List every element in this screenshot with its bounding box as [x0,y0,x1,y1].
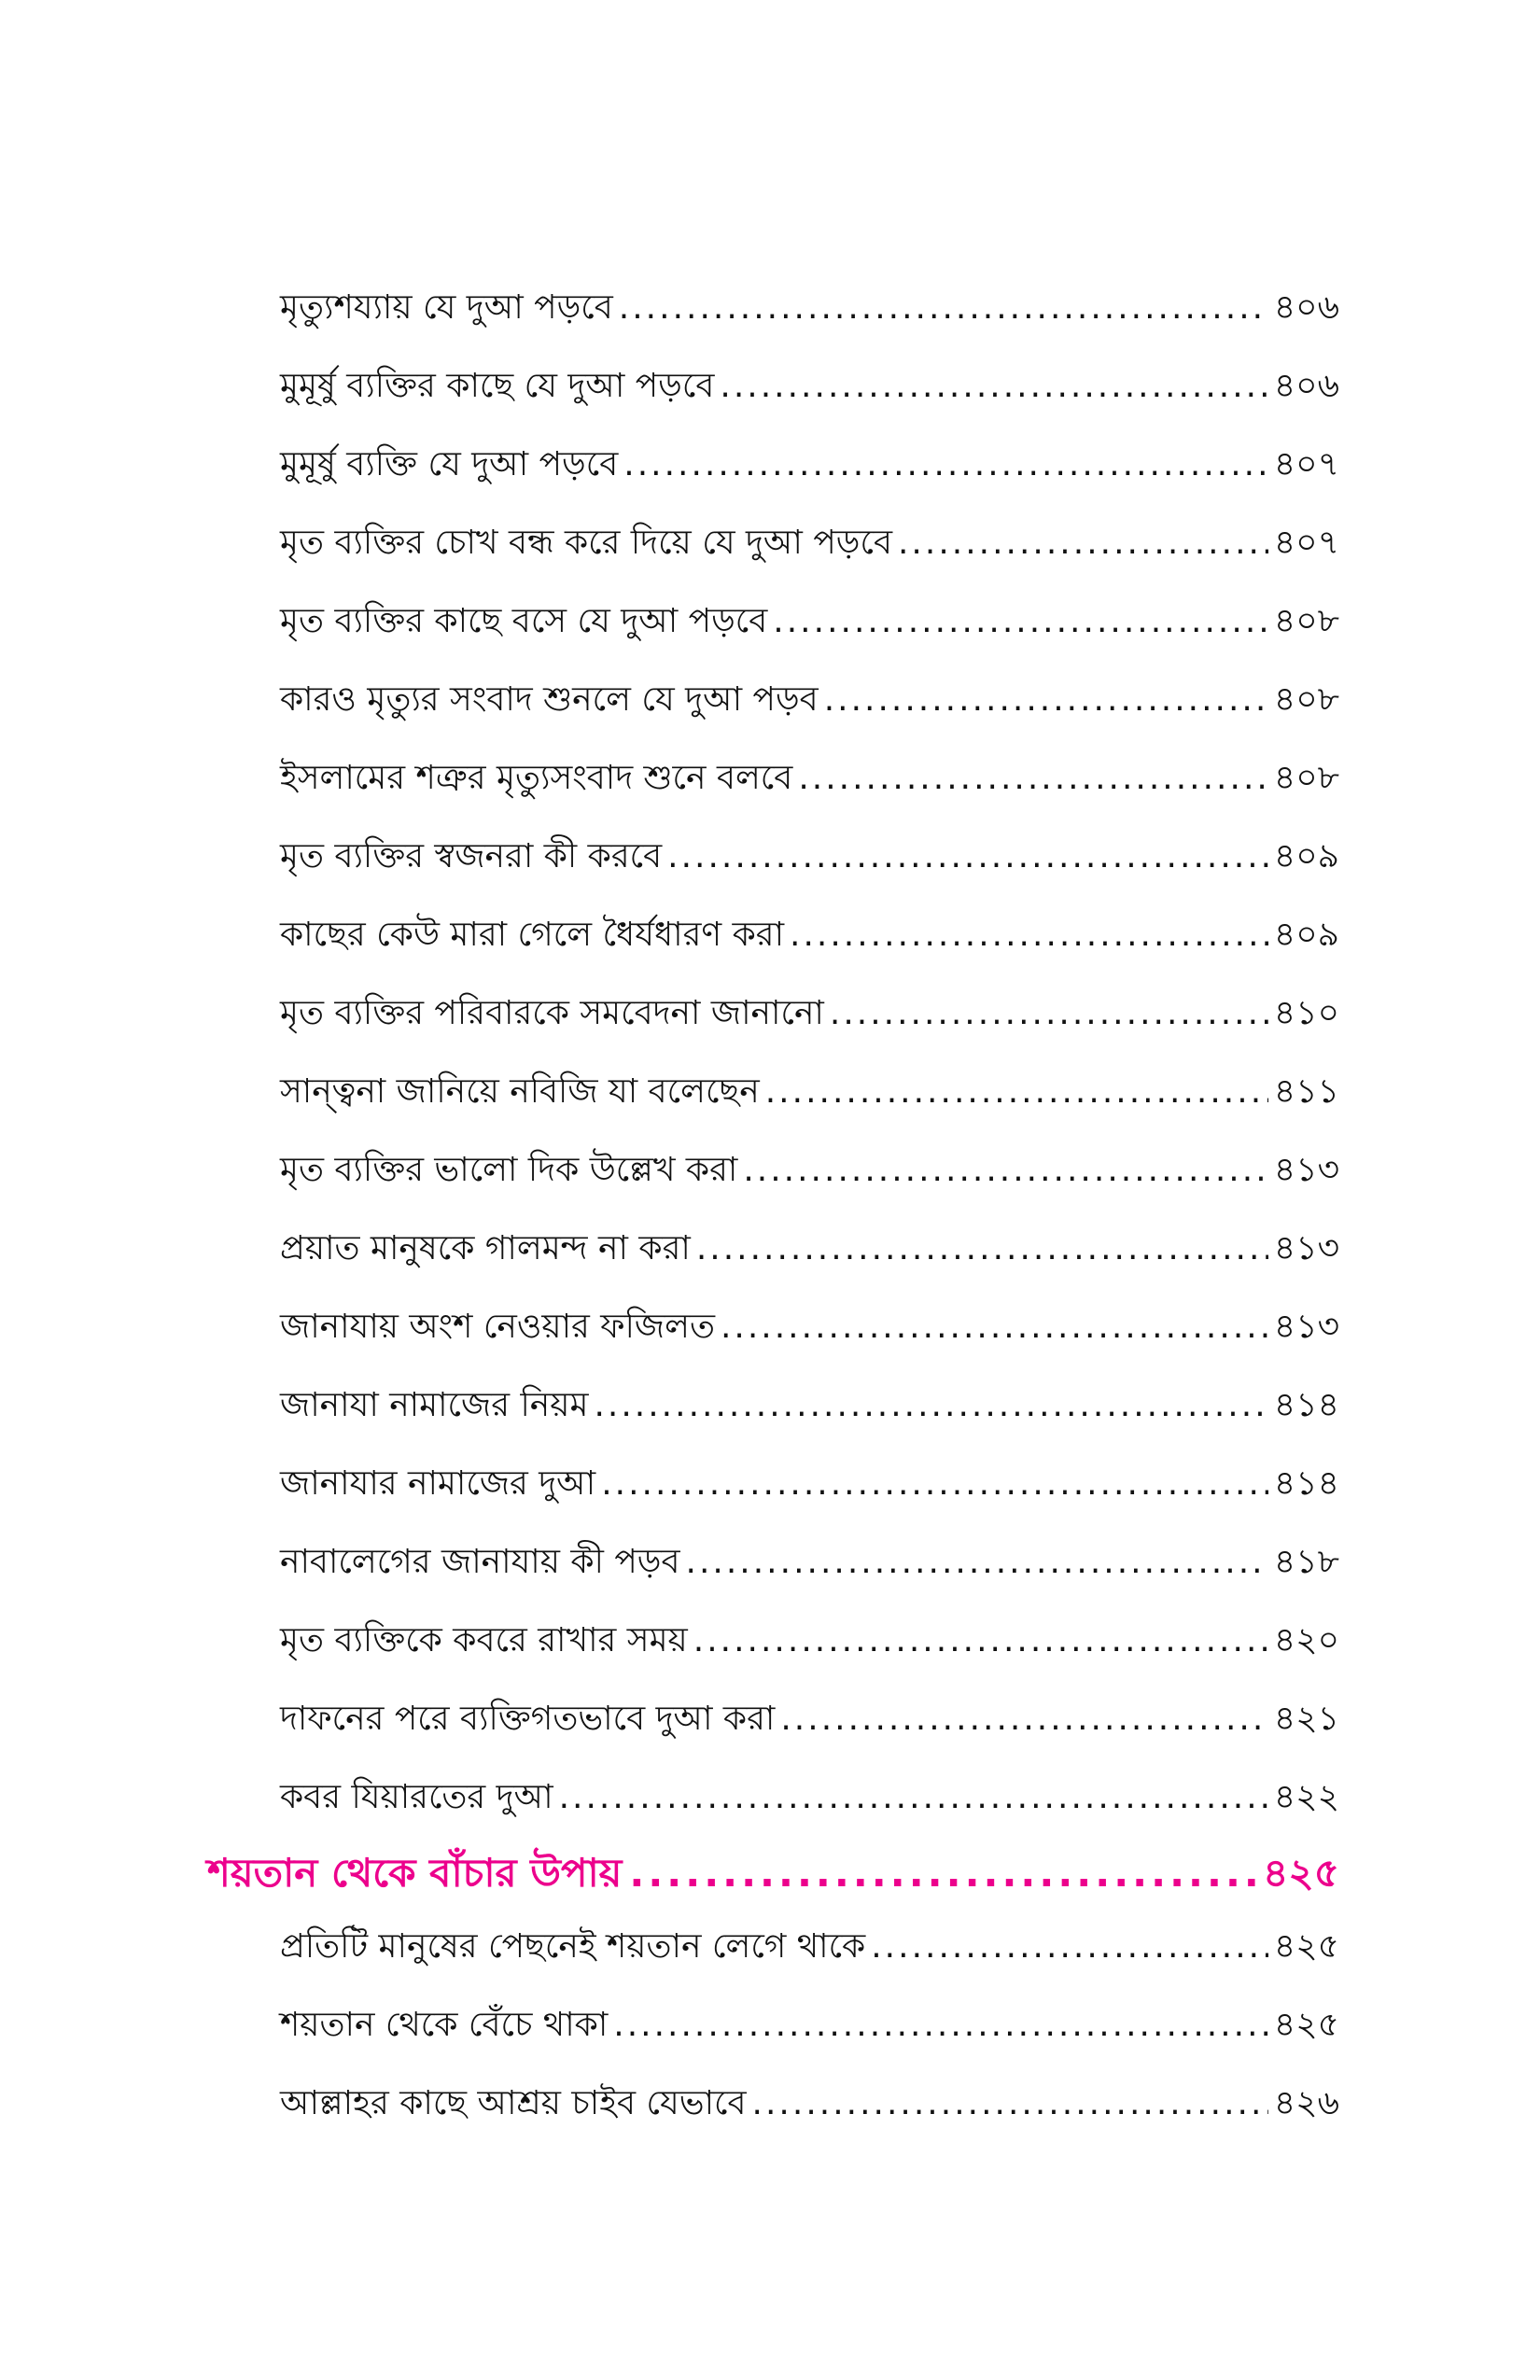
entry-title: জানাযা নামাজের নিয়ম [280,1386,589,1424]
dot-leader [693,1602,1268,1680]
toc-entry [280,1445,1339,1523]
entry-title: দাফনের পরে ব্যক্তিগতভাবে দুআ করা [280,1700,776,1738]
dot-leader [798,739,1268,818]
dot-leader [898,504,1268,582]
dot-leader [830,974,1268,1053]
section-toc-list [280,1908,1339,2143]
toc-entry [280,1131,1339,1210]
toc-entry [280,269,1339,347]
toc-entry [280,1758,1339,1837]
toc-entry [280,1523,1339,1602]
section-page-number: ৪২৫ [1263,1850,1339,1896]
entry-title: জানাযার নামাজের দুআ [280,1464,596,1503]
entry-title: মৃত ব্যক্তির পরিবারকে সমবেদনা জানানো [280,994,824,1032]
toc-entry [280,1602,1339,1680]
entry-page-number: ৪২১ [1273,1700,1339,1738]
toc-entry [280,1053,1339,1131]
entry-page-number: ৪০৯ [1273,916,1339,954]
toc-entry [280,661,1339,739]
section-title: শয়তান থেকে বাঁচার উপায় [207,1850,623,1896]
dot-leader [629,1831,1255,1915]
toc-entry [280,504,1339,582]
dot-leader [790,896,1268,974]
entry-page-number: ৪০৬ [1273,367,1339,405]
entry-page-number: ৪০৮ [1273,602,1339,640]
dot-leader [601,1445,1268,1523]
toc-entry [280,347,1339,426]
entry-page-number: ৪০৭ [1273,445,1339,483]
entry-title: মৃত ব্যক্তির ভালো দিক উল্লেখ করা [280,1151,738,1189]
toc-entry [280,426,1339,504]
toc-entry [280,1366,1339,1445]
entry-page-number: ৪২২ [1273,1778,1339,1816]
entry-title: মৃত ব্যক্তির চোখ বন্ধ করে দিয়ে যে দুআ পড়বে [280,524,892,562]
entry-page-number: ৪০৯ [1273,837,1339,875]
dot-leader [623,426,1268,504]
dot-leader [696,1210,1268,1288]
toc-entry [280,1288,1339,1366]
entry-page-number: ৪০৭ [1273,524,1339,562]
dot-leader [773,582,1268,661]
toc-entry [280,896,1339,974]
entry-page-number: ৪১৮ [1273,1543,1339,1581]
section-heading [207,1831,1339,1915]
entry-title: প্রতিটি মানুষের পেছনেই শয়তান লেগে থাকে [280,1927,866,1966]
dot-leader [594,1366,1267,1445]
toc-entry [280,1908,1339,1986]
dot-leader [667,818,1268,896]
dot-leader [559,1758,1268,1837]
entry-title: প্রয়াত মানুষকে গালমন্দ না করা [280,1229,691,1267]
entry-title: মুমূর্ষু ব্যক্তি যে দুআ পড়বে [280,445,619,483]
entry-title: মৃত ব্যক্তির স্বজনরা কী করবে [280,837,663,875]
entry-page-number: ৪২০ [1273,1621,1339,1659]
entry-page-number: ৪১১ [1273,1072,1339,1111]
entry-title: মৃত্যুশয্যায় যে দুআ পড়বে [280,288,613,327]
dot-leader [720,347,1267,426]
entry-page-number: ৪১০ [1273,994,1339,1032]
dot-leader [780,1680,1268,1758]
dot-leader [613,1986,1268,2065]
entry-page-number: ৪১৪ [1273,1386,1339,1424]
dot-leader [824,661,1268,739]
toc-entry [280,582,1339,661]
dot-leader [765,1053,1268,1131]
toc-list [280,269,1339,1837]
dot-leader [752,2065,1268,2143]
toc-entry [280,1680,1339,1758]
entry-title: আল্লাহর কাছে আশ্রয় চাইব যেভাবে [280,2084,747,2122]
entry-title: মৃত ব্যক্তিকে কবরে রাখার সময় [280,1621,688,1659]
entry-title: ইসলামের শত্রুর মৃত্যুসংবাদ শুনে বলবে [280,759,793,797]
entry-page-number: ৪২৫ [1273,2006,1339,2044]
entry-title: শয়তান থেকে বেঁচে থাকা [280,2006,609,2044]
toc-entry [280,1210,1339,1288]
entry-title: নাবালেগের জানাযায় কী পড়ব [280,1543,680,1581]
entry-page-number: ৪১৪ [1273,1464,1339,1503]
dot-leader [743,1131,1268,1210]
dot-leader [871,1908,1268,1986]
entry-page-number: ৪০৬ [1273,288,1339,327]
entry-page-number: ৪২৫ [1273,1927,1339,1966]
entry-page-number: ৪১৩ [1273,1308,1339,1346]
entry-page-number: ৪০৮ [1273,759,1339,797]
entry-page-number: ৪১৩ [1273,1229,1339,1267]
entry-title: জানাযায় অংশ নেওয়ার ফজিলত [280,1308,715,1346]
entry-title: মৃত ব্যক্তির কাছে বসে যে দুআ পড়বে [280,602,768,640]
entry-title: মুমূর্ষু ব্যক্তির কাছে যে দুআ পড়বে [280,367,715,405]
entry-page-number: ৪১৩ [1273,1151,1339,1189]
dot-leader [721,1288,1268,1366]
dot-leader [686,1523,1268,1602]
toc-entry [280,739,1339,818]
toc-entry [280,1986,1339,2065]
entry-page-number: ৪০৮ [1273,680,1339,719]
toc-entry [280,818,1339,896]
entry-title: কাছের কেউ মারা গেলে ধৈর্যধারণ করা [280,916,785,954]
dot-leader [619,269,1268,347]
toc-entry [280,974,1339,1053]
toc-entry [280,2065,1339,2143]
entry-title: সান্ত্বনা জানিয়ে নবিজি যা বলেছেন [280,1072,760,1111]
entry-title: কারও মৃত্যুর সংবাদ শুনলে যে দুআ পড়ব [280,680,819,719]
entry-title: কবর যিয়ারতের দুআ [280,1778,553,1816]
entry-page-number: ৪২৬ [1273,2084,1339,2122]
